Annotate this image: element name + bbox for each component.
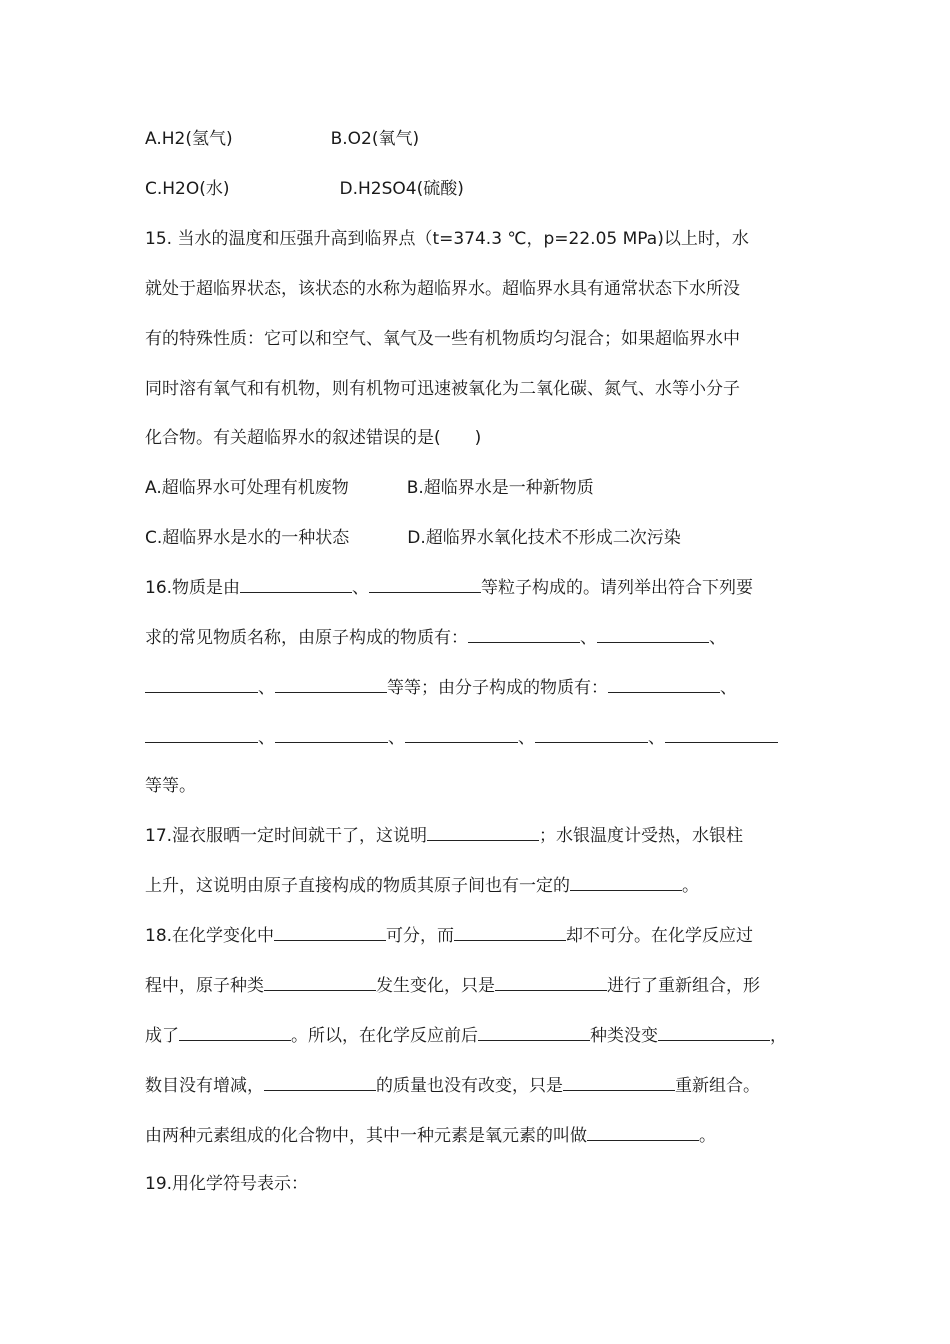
q18-text: 的质量也没有改变，只是 [376, 1076, 563, 1096]
q15-options-row2 [145, 526, 681, 550]
answer-blank[interactable] [608, 676, 720, 693]
q16-text: 、 [720, 678, 737, 698]
answer-blank[interactable] [405, 726, 518, 743]
q18-text: 发生变化，只是 [376, 976, 495, 996]
q15-stem-line4: 同时溶有氧气和有机物，则有机物可迅速被氧化为二氧化碳、氮气、水等小分子 [145, 379, 740, 399]
answer-blank[interactable] [570, 874, 682, 891]
q18-text: 可分，而 [386, 926, 455, 946]
q16-text: 、 [388, 728, 405, 748]
q16-text: 求的常见物质名称，由原子构成的物质有： [145, 628, 468, 648]
q16-line2 [145, 626, 726, 650]
q16-line1 [145, 576, 753, 600]
q15-option-b: B.超临界水是一种新物质 [406, 478, 594, 498]
answer-blank[interactable] [563, 1074, 675, 1091]
q18-text: ， [770, 1026, 787, 1046]
q17-text: 。 [682, 876, 699, 896]
q18-line4 [145, 1074, 760, 1098]
answer-blank[interactable] [597, 626, 709, 643]
q16-text: 16.物质是由 [145, 578, 241, 598]
q18-line3 [145, 1024, 787, 1048]
q17-text: 上升，这说明由原子直接构成的物质其原子间也有一定的 [145, 876, 570, 896]
answer-blank[interactable] [275, 726, 388, 743]
q18-text: 种类没变 [590, 1026, 658, 1046]
answer-blank[interactable] [240, 576, 352, 593]
answer-blank[interactable] [658, 1024, 770, 1041]
answer-blank[interactable] [495, 974, 607, 991]
answer-blank[interactable] [275, 676, 387, 693]
answer-blank[interactable] [264, 974, 376, 991]
q18-text: 进行了重新组合，形 [607, 976, 760, 996]
q16-line3 [145, 676, 737, 700]
q18-text: 。 [699, 1126, 716, 1146]
q15-option-c: C.超临界水是水的一种状态 [145, 528, 350, 548]
q17-line2 [145, 874, 699, 898]
q14-option-b: B.O2(氧气) [330, 129, 420, 149]
q18-text: 。所以，在化学反应前后 [291, 1026, 478, 1046]
q15-stem-line2: 就处于超临界状态，该状态的水称为超临界水。超临界水具有通常状态下水所没 [145, 279, 740, 299]
answer-blank[interactable] [145, 726, 258, 743]
q18-text: 成了 [145, 1026, 179, 1046]
answer-blank[interactable] [587, 1124, 699, 1141]
q16-line4 [145, 726, 778, 750]
answer-blank[interactable] [454, 924, 566, 941]
q18-line5 [145, 1124, 716, 1148]
q19-title: 19.用化学符号表示： [145, 1174, 309, 1194]
answer-blank[interactable] [369, 576, 481, 593]
answer-blank[interactable] [535, 726, 648, 743]
q15-option-a: A.超临界水可处理有机废物 [145, 478, 349, 498]
q16-text: 等粒子构成的。请列举出符合下列要 [481, 578, 754, 598]
answer-blank[interactable] [264, 1074, 376, 1091]
q18-text: 却不可分。在化学反应过 [566, 926, 754, 946]
q18-text: 18.在化学变化中 [145, 926, 275, 946]
q16-line5: 等等。 [145, 776, 196, 796]
q18-text: 由两种元素组成的化合物中，其中一种元素是氧元素的叫做 [145, 1126, 587, 1146]
q14-options-row2 [145, 177, 464, 201]
q18-text: 程中，原子种类 [145, 976, 264, 996]
q17-text: ；水银温度计受热，水银柱 [539, 826, 744, 846]
q16-text: 等等；由分子构成的物质有： [387, 678, 608, 698]
q15-option-d: D.超临界水氧化技术不形成二次污染 [407, 528, 681, 548]
q15-stem-line5: 化合物。有关超临界水的叙述错误的是( ) [145, 428, 482, 448]
q18-line2 [145, 974, 760, 998]
answer-blank[interactable] [665, 726, 778, 743]
q16-text: 、 [709, 628, 726, 648]
q16-text: 、 [258, 678, 275, 698]
answer-blank[interactable] [145, 676, 258, 693]
q15-stem-line3: 有的特殊性质：它可以和空气、氧气及一些有机物质均匀混合；如果超临界水中 [145, 329, 740, 349]
answer-blank[interactable] [274, 924, 386, 941]
q16-text: 、 [352, 578, 370, 598]
q16-text: 、 [648, 728, 665, 748]
q15-options-row1 [145, 476, 594, 500]
q18-text: 重新组合。 [675, 1076, 760, 1096]
q17-text: 17.湿衣服晒一定时间就干了，这说明 [145, 826, 428, 846]
q15-stem-line1: 15. 当水的温度和压强升高到临界点（t=374.3 ℃，p=22.05 MPa)以上时，水 [145, 229, 749, 249]
q14-option-c: C.H2O(水) [145, 179, 230, 199]
q16-text: 、 [580, 628, 597, 648]
answer-blank[interactable] [427, 824, 539, 841]
q16-text: 、 [518, 728, 535, 748]
q14-option-d: D.H2SO4(硫酸) [339, 179, 464, 199]
q14-option-a: A.H2(氢气) [145, 129, 233, 149]
answer-blank[interactable] [478, 1024, 590, 1041]
answer-blank[interactable] [468, 626, 580, 643]
q18-text: 数目没有增减， [145, 1076, 264, 1096]
answer-blank[interactable] [179, 1024, 291, 1041]
q16-text: 、 [258, 728, 275, 748]
q18-line1 [145, 924, 753, 948]
q14-options-row1 [145, 127, 419, 151]
q17-line1 [145, 824, 743, 848]
